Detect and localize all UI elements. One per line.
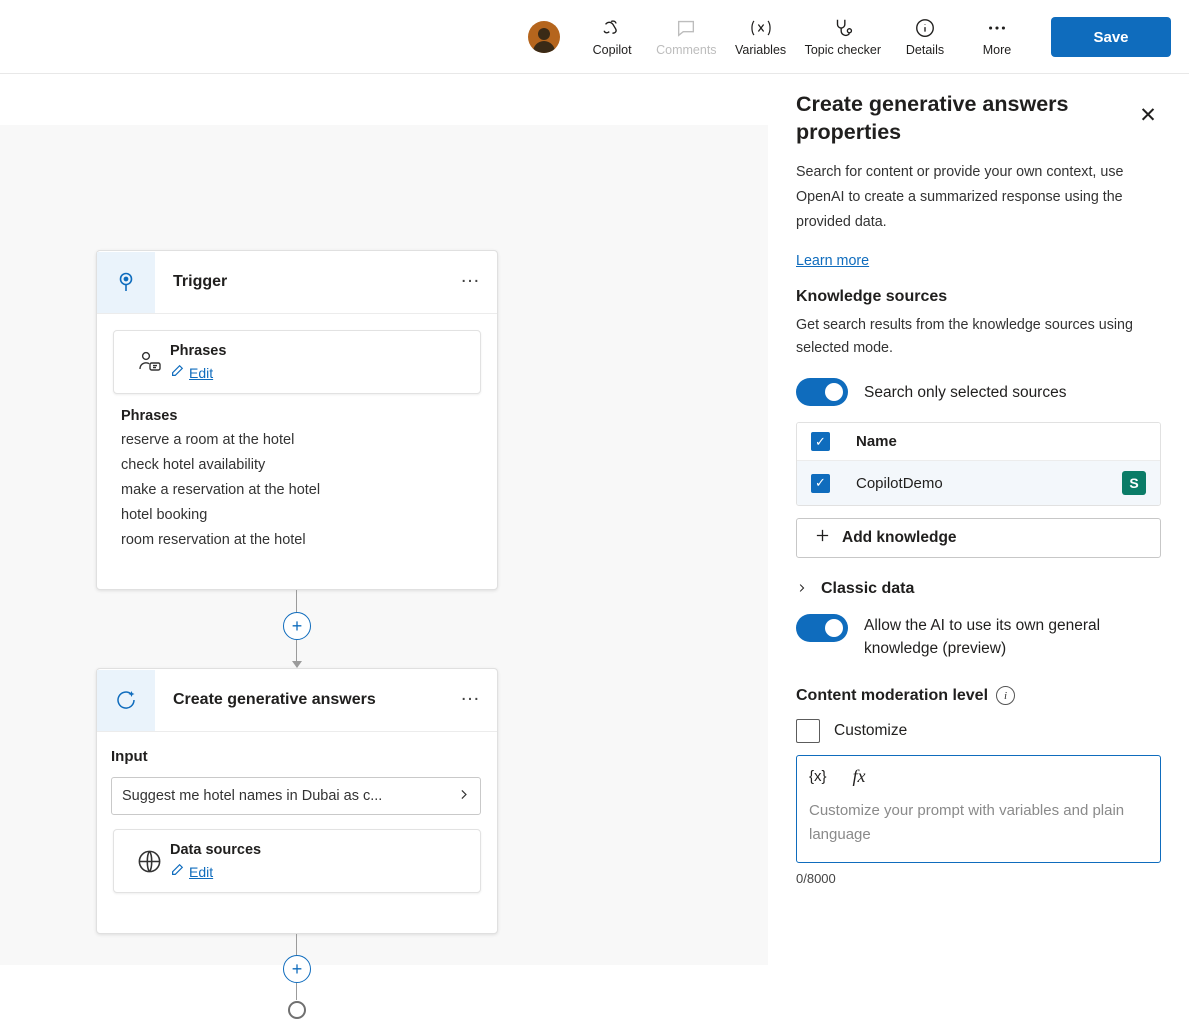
add-node-button[interactable]: +	[283, 612, 311, 640]
connector-line	[296, 983, 297, 1000]
command-label: Topic checker	[804, 43, 881, 57]
command-variables[interactable]	[725, 13, 797, 61]
data-sources-edit-label[interactable]: Edit	[189, 863, 214, 880]
connector-arrow-icon	[292, 661, 302, 668]
input-label: Input	[111, 748, 148, 765]
trigger-node[interactable]	[96, 250, 498, 590]
save-button[interactable]: Save	[1051, 17, 1171, 57]
command-bar-items	[528, 0, 1171, 74]
command-label: Details	[905, 43, 945, 57]
generative-node-title: Create generative answers	[173, 691, 376, 708]
person-speech-icon	[128, 349, 170, 375]
command-label: Comments	[656, 43, 717, 57]
properties-panel	[768, 74, 1189, 965]
info-icon	[914, 17, 936, 39]
trigger-phrase-list	[97, 394, 497, 569]
customize-checkbox[interactable]	[796, 719, 820, 743]
command-more[interactable]	[961, 13, 1033, 61]
command-comments[interactable]	[648, 13, 724, 61]
generative-answers-icon	[97, 670, 155, 731]
content-moderation-title: Content moderation level	[796, 686, 989, 704]
info-icon[interactable]: i	[996, 686, 1015, 705]
command-topic-checker[interactable]	[797, 13, 889, 61]
select-all-checkbox[interactable]: ✓	[811, 432, 830, 451]
column-header-name: Name	[856, 433, 897, 450]
stethoscope-icon	[831, 17, 855, 39]
table-header-row	[797, 423, 1160, 461]
general-knowledge-row[interactable]	[796, 614, 1161, 660]
trigger-node-header	[97, 251, 497, 314]
command-label: Copilot	[592, 43, 632, 57]
command-label: Variables	[734, 43, 787, 57]
content-moderation-header	[796, 686, 1161, 705]
chevron-right-icon[interactable]	[450, 787, 476, 806]
panel-title: Create generative answers properties	[796, 92, 1069, 144]
phrase-item: check hotel availability	[121, 457, 266, 473]
knowledge-source-name: CopilotDemo	[856, 474, 943, 492]
command-details[interactable]	[889, 13, 961, 61]
search-selected-sources-toggle[interactable]	[796, 378, 848, 406]
phrase-item: reserve a room at the hotel	[121, 432, 295, 448]
connector-line	[296, 934, 297, 956]
search-selected-sources-row[interactable]	[796, 378, 1161, 406]
plus-icon	[815, 528, 830, 548]
classic-data-label: Classic data	[821, 580, 915, 597]
canvas-surface[interactable]	[0, 125, 768, 979]
flow-end-node	[288, 1001, 306, 1019]
command-copilot[interactable]	[576, 13, 648, 61]
globe-icon	[128, 848, 170, 875]
copilot-icon	[601, 17, 623, 39]
general-knowledge-label: Allow the AI to use its own general knowledge (preview)	[864, 617, 1101, 657]
add-node-button[interactable]: +	[283, 955, 311, 983]
sharepoint-icon: S	[1122, 471, 1146, 495]
customize-label: Customize	[834, 722, 908, 739]
generative-node-menu-icon[interactable]: …	[460, 683, 481, 705]
variables-icon	[746, 17, 776, 39]
top-command-bar	[0, 0, 1189, 74]
comment-icon	[675, 17, 697, 39]
classic-data-section-toggle[interactable]	[796, 580, 1161, 598]
search-selected-sources-label: Search only selected sources	[864, 383, 1067, 401]
insert-variable-icon[interactable]: {x}	[809, 768, 827, 785]
add-knowledge-button[interactable]	[796, 518, 1161, 558]
knowledge-sources-description: Get search results from the knowledge sources using selected mode.	[796, 317, 1133, 356]
input-field[interactable]	[111, 777, 481, 815]
chevron-right-icon	[796, 581, 807, 598]
phrases-edit-label[interactable]: Edit	[189, 364, 214, 381]
command-label: More	[982, 43, 1012, 57]
panel-description: Search for content or provide your own context, use OpenAI to create a summarized response using the provided data.	[796, 164, 1124, 230]
add-knowledge-label: Add knowledge	[842, 529, 957, 546]
customize-row[interactable]	[796, 719, 1161, 743]
input-value: Suggest me hotel names in Dubai as c...	[122, 788, 383, 804]
data-sources-text	[170, 842, 261, 880]
knowledge-sources-heading: Knowledge sources	[796, 288, 948, 305]
phrases-edit[interactable]	[170, 364, 226, 381]
authoring-canvas	[0, 74, 768, 979]
data-sources-card[interactable]	[113, 829, 481, 893]
table-row[interactable]	[797, 461, 1160, 505]
phrases-card-title: Phrases	[170, 343, 227, 359]
trigger-node-menu-icon[interactable]: …	[460, 265, 481, 287]
phrase-list-heading: Phrases	[121, 408, 178, 424]
ellipsis-icon	[986, 17, 1008, 39]
trigger-icon	[97, 252, 155, 313]
generative-answers-node[interactable]	[96, 668, 498, 934]
row-checkbox[interactable]: ✓	[811, 474, 830, 493]
phrases-card-text	[170, 343, 226, 381]
character-count: 0/8000	[796, 871, 836, 886]
avatar[interactable]	[528, 21, 560, 53]
trigger-node-title: Trigger	[173, 273, 228, 290]
generative-node-header	[97, 669, 497, 732]
knowledge-sources-table	[796, 422, 1161, 506]
general-knowledge-toggle[interactable]	[796, 614, 848, 642]
phrase-item: make a reservation at the hotel	[121, 482, 321, 498]
pencil-icon	[170, 863, 184, 880]
learn-more-link[interactable]: Learn more	[796, 253, 870, 269]
phrases-card[interactable]	[113, 330, 481, 394]
canvas-toolbar-strip	[0, 74, 768, 126]
prompt-editor[interactable]	[796, 755, 1161, 863]
phrase-item: hotel booking	[121, 507, 208, 523]
prompt-placeholder: Customize your prompt with variables and plain language	[809, 802, 1125, 843]
prompt-toolbar	[809, 766, 1148, 787]
data-sources-edit[interactable]	[170, 863, 261, 880]
close-icon[interactable]: ✕	[1139, 103, 1157, 127]
phrase-item: room reservation at the hotel	[121, 532, 306, 548]
pencil-icon	[170, 364, 184, 381]
formula-icon[interactable]: fx	[852, 766, 866, 786]
data-sources-title: Data sources	[170, 842, 262, 858]
